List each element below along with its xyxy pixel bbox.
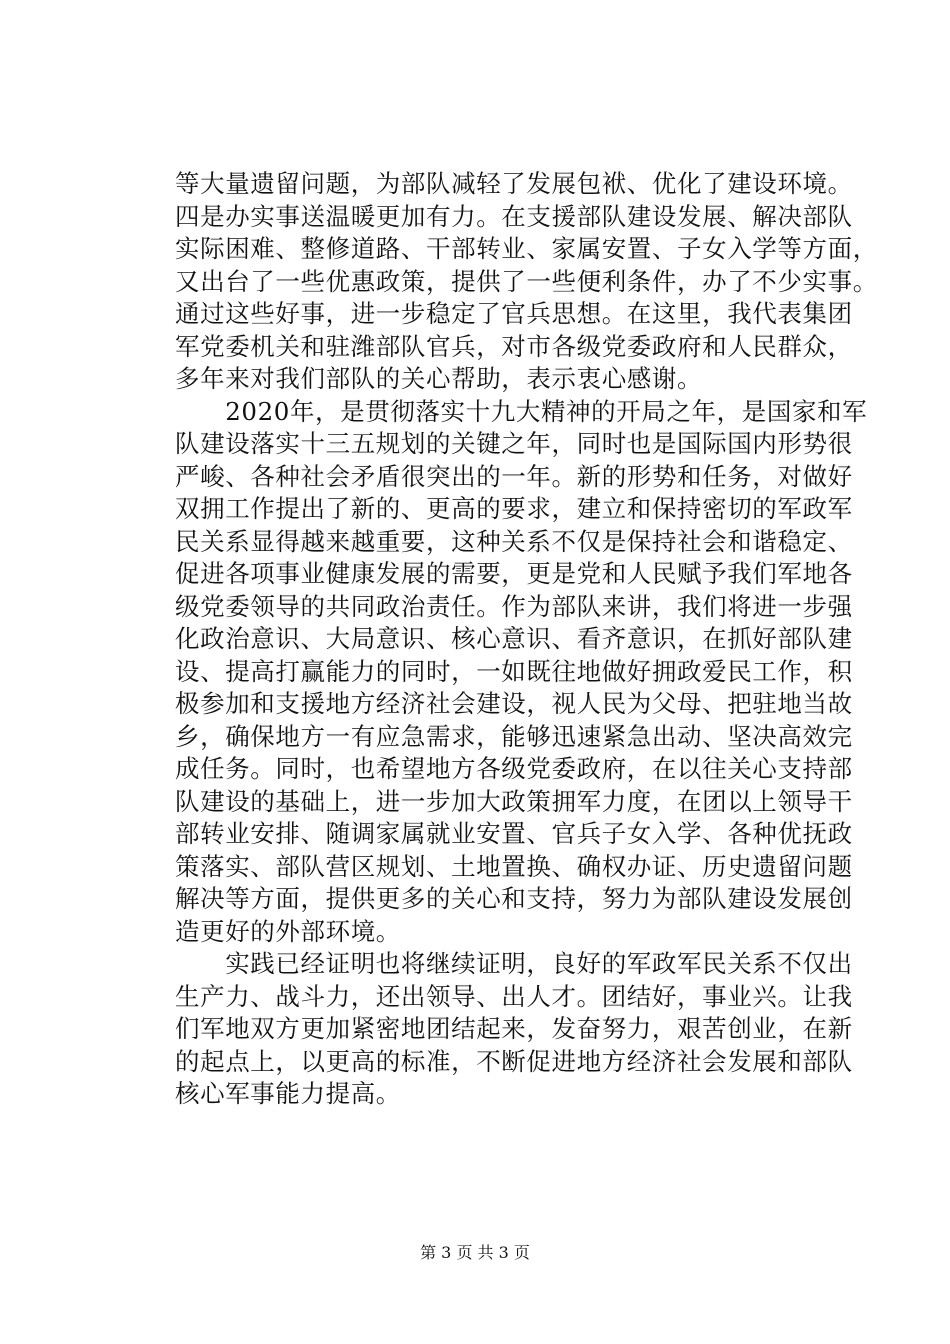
text-line: 乡，确保地方一有应急需求，能够迅速紧急出动、坚决高效完 (175, 721, 853, 751)
text-line: 民关系显得越来越重要，这种关系不仅是保持社会和谐稳定、 (175, 526, 853, 556)
text-line: 极参加和支援地方经济社会建设，视人民为父母、把驻地当故 (175, 689, 853, 718)
text-line: 部转业安排、随调家属就业安置、官兵子女入学、各种优抚政 (175, 819, 853, 848)
text-line: 设、提高打赢能力的同时，一如既往地做好拥政爱民工作，积 (175, 656, 853, 686)
text-line: 生产力、战斗力，还出领导、出人才。团结好，事业兴。让我 (175, 981, 853, 1011)
text-line: 四是办实事送温暖更加有力。在支援部队建设发展、解决部队 (175, 201, 853, 231)
text-line: 等大量遗留问题，为部队减轻了发展包袱、优化了建设环境。 (175, 169, 853, 198)
text-line: 成任务。同时，也希望地方各级党委政府，在以往关心支持部 (175, 754, 853, 783)
text-line: 的起点上，以更高的标准，不断促进地方经济社会发展和部队 (175, 1046, 853, 1076)
text-line: 解决等方面，提供更多的关心和支持，努力为部队建设发展创 (175, 884, 853, 913)
text-line: 策落实、部队营区规划、土地置换、确权办证、历史遗留问题 (175, 851, 853, 881)
text-line: 严峻、各种社会矛盾很突出的一年。新的形势和任务，对做好 (175, 461, 853, 491)
page-number-label: 第 3 页 共 3 页 (420, 1243, 530, 1262)
text-line: 军党委机关和驻潍部队官兵，对市各级党委政府和人民群众， (175, 331, 853, 361)
page-footer (0, 1240, 950, 1263)
text-line: 双拥工作提出了新的、更高的要求，建立和保持密切的军政军 (175, 494, 853, 523)
text-line: 造更好的外部环境。 (175, 916, 401, 946)
text-line: 又出台了一些优惠政策，提供了一些便利条件，办了不少实事。 (175, 266, 878, 296)
text-line: 队建设落实十三五规划的关键之年，同时也是国际国内形势很 (175, 429, 853, 458)
text-line: 促进各项事业健康发展的需要，更是党和人民赋予我们军地各 (175, 559, 853, 588)
text-line: 们军地双方更加紧密地团结起来，发奋努力，艰苦创业，在新 (175, 1014, 853, 1043)
text-line: 化政治意识、大局意识、核心意识、看齐意识，在抓好部队建 (175, 624, 853, 653)
text-line: 级党委领导的共同政治责任。作为部队来讲，我们将进一步强 (175, 591, 853, 621)
text-line: 通过这些好事，进一步稳定了官兵思想。在这里，我代表集团 (175, 299, 853, 328)
text-line: 实践已经证明也将继续证明，良好的军政军民关系不仅出 (175, 949, 853, 978)
text-line: 队建设的基础上，进一步加大政策拥军力度，在团以上领导干 (175, 786, 853, 816)
text-line: 2020年，是贯彻落实十九大精神的开局之年，是国家和军 (175, 396, 868, 426)
text-line: 实际困难、整修道路、干部转业、家属安置、子女入学等方面， (175, 234, 878, 263)
text-line: 多年来对我们部队的关心帮助，表示衷心感谢。 (175, 364, 703, 393)
text-line: 核心军事能力提高。 (175, 1079, 401, 1108)
body-text (175, 168, 878, 1111)
